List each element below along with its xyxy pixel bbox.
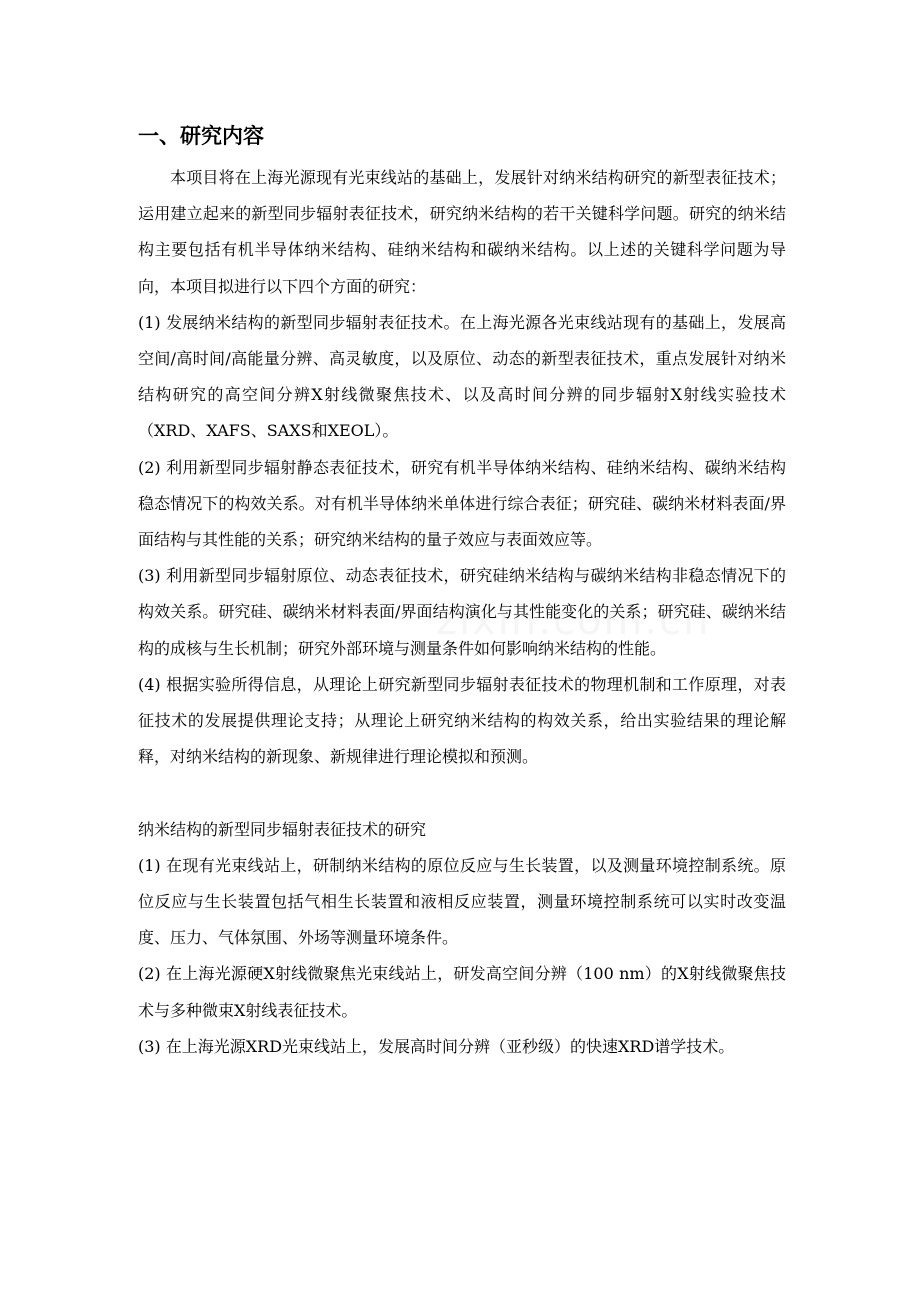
- research-item-4: (4) 根据实验所得信息，从理论上研究新型同步辐射表征技术的物理机制和工作原理，对表征技术的发展提供理论支持；从理论上研究纳米结构的构效关系，给出实验结果的理论解释，对纳米结构的新现象、新规律进行理论模拟和预测。: [138, 674, 786, 767]
- subsection-item-3: (3) 在上海光源XRD光束线站上，发展高时间分辨（亚秒级）的快速XRD谱学技术。: [138, 1036, 735, 1056]
- research-item-2: (2) 利用新型同步辐射静态表征技术，研究有机半导体纳米结构、硅纳米结构、碳纳米结构稳态情况下的构效关系。对有机半导体纳米单体进行综合表征；研究硅、碳纳米材料表面/界面结构与其性能的关系；研究纳米结构的量子效应与表面效应等。: [138, 457, 786, 550]
- intro-paragraph: 本项目将在上海光源现有光束线站的基础上，发展针对纳米结构研究的新型表征技术；运用建立起来的新型同步辐射表征技术，研究纳米结构的若干关键科学问题。研究的纳米结构主要包括有机半导体纳米结构、硅纳米结构和碳纳米结构。以上述的关键科学问题为导向，本项目拟进行以下四个方面的研究：: [138, 168, 786, 296]
- paragraph-spacer: [138, 775, 786, 811]
- subsection-heading: 纳米结构的新型同步辐射表征技术的研究: [138, 819, 427, 839]
- section-heading: 一、研究内容: [138, 124, 264, 148]
- research-item-3: (3) 利用新型同步辐射原位、动态表征技术，研究硅纳米结构与碳纳米结构非稳态情况下的构效关系。研究硅、碳纳米材料表面/界面结构演化与其性能变化的关系；研究硅、碳纳米结构的成核与生长机制；研究外部环境与测量条件如何影响纳米结构的性能。: [138, 566, 786, 658]
- subsection-item-1: (1) 在现有光束线站上，研制纳米结构的原位反应与生长装置，以及测量环境控制系统。原位反应与生长装置包括气相生长装置和液相反应装置，测量环境控制系统可以实时改变温度、压力、气体氛围、外场等测量环境条件。: [138, 855, 786, 948]
- document-body: [138, 160, 786, 1065]
- subsection-item-2: (2) 在上海光源硬X射线微聚焦光束线站上，研发高空间分辨（100 nm）的X射线微聚焦技术与多种微束X射线表征技术。: [138, 964, 786, 1020]
- research-item-1: (1) 发展纳米结构的新型同步辐射表征技术。在上海光源各光束线站现有的基础上，发展高空间/高时间/高能量分辨、高灵敏度，以及原位、动态的新型表征技术，重点发展针对纳米结构研究的高空间分辨X射线微聚焦技术、以及高时间分辨的同步辐射X射线实验技术（XRD、XAFS、SAXS和XEOL）。: [138, 312, 786, 441]
